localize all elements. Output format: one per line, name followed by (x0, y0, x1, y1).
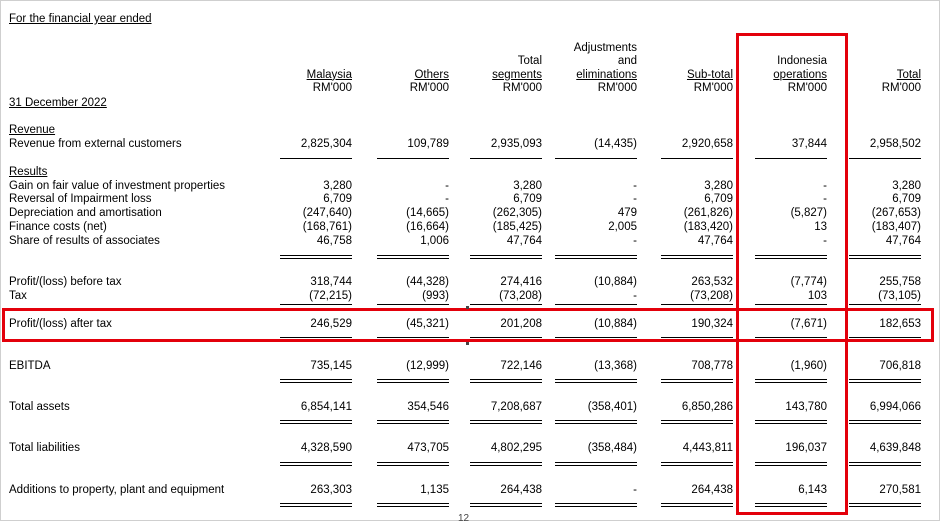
column-header-others: Others (414, 68, 449, 81)
cell-revenue-external-indonesia: 37,844 (791, 138, 827, 150)
column-header-indonesia: Indonesia (777, 55, 827, 67)
rule-ebitda (849, 379, 921, 383)
cell-total-assets-indonesia: 143,780 (785, 401, 827, 413)
cell-reversal-impairment-others: - (445, 193, 449, 205)
rule-ebitda (470, 379, 542, 383)
row-label-total-liabilities: Total liabilities (9, 442, 80, 454)
row-label-ebitda: EBITDA (9, 360, 51, 372)
indonesia-column-highlight (736, 33, 848, 515)
section-results: Results (9, 166, 48, 178)
cell-additions-ppe-others: 1,135 (420, 484, 449, 496)
cell-gain-fair-value-total: 3,280 (892, 180, 921, 192)
cell-depreciation-total_segments: (262,305) (492, 207, 542, 219)
cell-profit-before-tax-total: 255,758 (879, 276, 921, 288)
cell-total-assets-total: 6,994,066 (869, 401, 921, 413)
rule-share-associates (555, 255, 637, 259)
cell-profit-after-tax-subtotal: 190,324 (691, 318, 733, 330)
cell-depreciation-indonesia: (5,827) (790, 207, 827, 219)
rule-additions-ppe (470, 503, 542, 507)
cell-finance-costs-adjustments: 2,005 (608, 221, 637, 233)
cell-depreciation-malaysia: (247,640) (302, 207, 352, 219)
rule-total-assets (555, 420, 637, 424)
rule-total-liabilities (470, 462, 542, 466)
rule-share-associates (377, 255, 449, 259)
row-label-total-assets: Total assets (9, 401, 70, 413)
page-number: 12 (458, 513, 470, 524)
column-unit-total: RM'000 (881, 82, 921, 94)
cell-profit-after-tax-indonesia: (7,671) (790, 318, 827, 330)
cell-reversal-impairment-total: 6,709 (892, 193, 921, 205)
cell-reversal-impairment-indonesia: - (823, 193, 827, 205)
column-unit-others: RM'000 (409, 82, 449, 94)
rule-tax (555, 304, 637, 305)
rule-share-associates (280, 255, 352, 259)
column-header-malaysia: Malaysia (306, 68, 352, 81)
cell-gain-fair-value-total_segments: 3,280 (513, 180, 542, 192)
cell-tax-total_segments: (73,208) (499, 290, 542, 302)
column-unit-adjustments: RM'000 (597, 82, 637, 94)
cell-ebitda-total: 706,818 (879, 360, 921, 372)
cell-tax-malaysia: (72,215) (309, 290, 352, 302)
column-header-adjustments: eliminations (576, 68, 637, 81)
cell-total-assets-malaysia: 6,854,141 (300, 401, 352, 413)
cell-total-liabilities-others: 473,705 (407, 442, 449, 454)
profit-after-tax-row-highlight (2, 308, 934, 342)
rule-ebitda (280, 379, 352, 383)
rule-total-liabilities (377, 462, 449, 466)
cell-revenue-external-subtotal: 2,920,658 (681, 138, 733, 150)
cell-additions-ppe-indonesia: 6,143 (798, 484, 827, 496)
table-heading: For the financial year ended (9, 13, 152, 25)
cell-gain-fair-value-subtotal: 3,280 (704, 180, 733, 192)
cell-profit-before-tax-adjustments: (10,884) (594, 276, 637, 288)
cell-profit-after-tax-malaysia: 246,529 (310, 318, 352, 330)
cell-profit-after-tax-total_segments: 201,208 (500, 318, 542, 330)
cell-profit-after-tax-total: 182,653 (879, 318, 921, 330)
rule-revenue-external (377, 158, 449, 159)
rule-ebitda (377, 379, 449, 383)
rule-additions-ppe (661, 503, 733, 507)
column-header-total: Total (896, 68, 921, 81)
rule-total-assets (849, 420, 921, 424)
cell-share-associates-total_segments: 47,764 (506, 235, 542, 247)
rule-total-assets (470, 420, 542, 424)
cell-additions-ppe-adjustments: - (633, 484, 637, 496)
rule-tax (470, 304, 542, 305)
cell-share-associates-total: 47,764 (885, 235, 921, 247)
cell-total-liabilities-total_segments: 4,802,295 (490, 442, 542, 454)
period-label: 31 December 2022 (9, 97, 107, 109)
rule-ebitda (555, 379, 637, 383)
rule-revenue-external (280, 158, 352, 159)
rule-revenue-external (555, 158, 637, 159)
cell-gain-fair-value-malaysia: 3,280 (323, 180, 352, 192)
cell-total-assets-others: 354,546 (407, 401, 449, 413)
row-label-finance-costs: Finance costs (net) (9, 221, 107, 233)
rule-share-associates (470, 255, 542, 259)
cell-reversal-impairment-subtotal: 6,709 (704, 193, 733, 205)
rule-total-liabilities (661, 462, 733, 466)
cell-share-associates-adjustments: - (633, 235, 637, 247)
rule-ebitda (661, 379, 733, 383)
cell-revenue-external-malaysia: 2,825,304 (300, 138, 352, 150)
row-label-tax: Tax (9, 290, 27, 302)
cell-gain-fair-value-indonesia: - (823, 180, 827, 192)
row-label-reversal-impairment: Reversal of Impairment loss (9, 193, 152, 205)
cell-finance-costs-indonesia: 13 (814, 221, 827, 233)
column-unit-total_segments: RM'000 (502, 82, 542, 94)
cell-finance-costs-malaysia: (168,761) (302, 221, 352, 233)
cell-revenue-external-others: 109,789 (407, 138, 449, 150)
rule-share-associates (849, 255, 921, 259)
cell-profit-before-tax-subtotal: 263,532 (691, 276, 733, 288)
cell-share-associates-malaysia: 46,758 (316, 235, 352, 247)
rule-total-liabilities (280, 462, 352, 466)
cell-tax-indonesia: 103 (807, 290, 827, 302)
cell-tax-subtotal: (73,208) (690, 290, 733, 302)
cell-ebitda-others: (12,999) (406, 360, 449, 372)
row-label-profit-after-tax: Profit/(loss) after tax (9, 318, 112, 330)
rule-tax (377, 304, 449, 305)
row-label-share-associates: Share of results of associates (9, 235, 160, 247)
rule-revenue-external (849, 158, 921, 159)
column-unit-subtotal: RM'000 (693, 82, 733, 94)
row-label-additions-ppe: Additions to property, plant and equipment (9, 484, 225, 496)
cell-depreciation-subtotal: (261,826) (683, 207, 733, 219)
column-header-subtotal: Sub-total (686, 68, 733, 81)
cell-total-assets-adjustments: (358,401) (587, 401, 637, 413)
rule-total-liabilities (555, 462, 637, 466)
cell-profit-before-tax-indonesia: (7,774) (790, 276, 827, 288)
cell-revenue-external-total_segments: 2,935,093 (490, 138, 542, 150)
row-label-revenue-external: Revenue from external customers (9, 138, 182, 150)
cell-tax-others: (993) (422, 290, 449, 302)
cell-additions-ppe-total: 270,581 (879, 484, 921, 496)
cell-profit-before-tax-total_segments: 274,416 (500, 276, 542, 288)
cell-finance-costs-subtotal: (183,420) (683, 221, 733, 233)
rule-revenue-external (661, 158, 733, 159)
cell-finance-costs-total: (183,407) (871, 221, 921, 233)
cell-total-assets-total_segments: 7,208,687 (490, 401, 542, 413)
marker-dot (466, 342, 469, 345)
section-revenue: Revenue (9, 124, 56, 136)
row-label-depreciation: Depreciation and amortisation (9, 207, 162, 219)
rule-total-assets (280, 420, 352, 424)
cell-reversal-impairment-malaysia: 6,709 (323, 193, 352, 205)
cell-finance-costs-others: (16,664) (406, 221, 449, 233)
cell-total-liabilities-indonesia: 196,037 (785, 442, 827, 454)
cell-ebitda-adjustments: (13,368) (594, 360, 637, 372)
cell-revenue-external-total: 2,958,502 (869, 138, 921, 150)
rule-tax (280, 304, 352, 305)
cell-total-liabilities-malaysia: 4,328,590 (300, 442, 352, 454)
rule-additions-ppe (280, 503, 352, 507)
cell-total-liabilities-total: 4,639,848 (869, 442, 921, 454)
cell-reversal-impairment-adjustments: - (633, 193, 637, 205)
cell-ebitda-subtotal: 708,778 (691, 360, 733, 372)
rule-additions-ppe (377, 503, 449, 507)
cell-ebitda-total_segments: 722,146 (500, 360, 542, 372)
rule-tax (849, 304, 921, 305)
column-unit-malaysia: RM'000 (312, 82, 352, 94)
cell-depreciation-adjustments: 479 (617, 207, 637, 219)
column-header-adjustments: Adjustments (573, 41, 637, 54)
cell-revenue-external-adjustments: (14,435) (594, 138, 637, 150)
cell-finance-costs-total_segments: (185,425) (492, 221, 542, 233)
cell-depreciation-total: (267,653) (871, 207, 921, 219)
cell-profit-after-tax-adjustments: (10,884) (594, 318, 637, 330)
cell-profit-before-tax-malaysia: 318,744 (310, 276, 352, 288)
cell-total-liabilities-adjustments: (358,484) (587, 442, 637, 454)
marker-dot (466, 306, 469, 309)
column-header-indonesia: operations (773, 68, 827, 81)
rule-tax (661, 304, 733, 305)
cell-total-liabilities-subtotal: 4,443,811 (682, 442, 733, 454)
cell-gain-fair-value-others: - (445, 180, 449, 192)
rule-share-associates (661, 255, 733, 259)
cell-share-associates-others: 1,006 (420, 235, 449, 247)
cell-tax-total: (73,105) (878, 290, 921, 302)
rule-total-assets (661, 420, 733, 424)
cell-share-associates-indonesia: - (823, 235, 827, 247)
cell-additions-ppe-subtotal: 264,438 (691, 484, 733, 496)
rule-additions-ppe (849, 503, 921, 507)
cell-total-assets-subtotal: 6,850,286 (681, 401, 733, 413)
rule-total-assets (377, 420, 449, 424)
cell-profit-after-tax-others: (45,321) (406, 318, 449, 330)
rule-additions-ppe (555, 503, 637, 507)
cell-ebitda-malaysia: 735,145 (310, 360, 352, 372)
column-header-adjustments: and (617, 55, 637, 67)
row-label-profit-before-tax: Profit/(loss) before tax (9, 276, 122, 288)
cell-tax-adjustments: - (633, 290, 637, 302)
cell-gain-fair-value-adjustments: - (633, 180, 637, 192)
column-unit-indonesia: RM'000 (787, 82, 827, 94)
cell-reversal-impairment-total_segments: 6,709 (513, 193, 542, 205)
cell-additions-ppe-total_segments: 264,438 (500, 484, 542, 496)
cell-ebitda-indonesia: (1,960) (790, 360, 827, 372)
cell-depreciation-others: (14,665) (406, 207, 449, 219)
row-label-gain-fair-value: Gain on fair value of investment properties (9, 180, 226, 192)
cell-share-associates-subtotal: 47,764 (697, 235, 733, 247)
rule-revenue-external (470, 158, 542, 159)
column-header-total_segments: Total (517, 55, 542, 67)
cell-additions-ppe-malaysia: 263,303 (310, 484, 352, 496)
rule-total-liabilities (849, 462, 921, 466)
cell-profit-before-tax-others: (44,328) (406, 276, 449, 288)
column-header-total_segments: segments (492, 68, 542, 81)
